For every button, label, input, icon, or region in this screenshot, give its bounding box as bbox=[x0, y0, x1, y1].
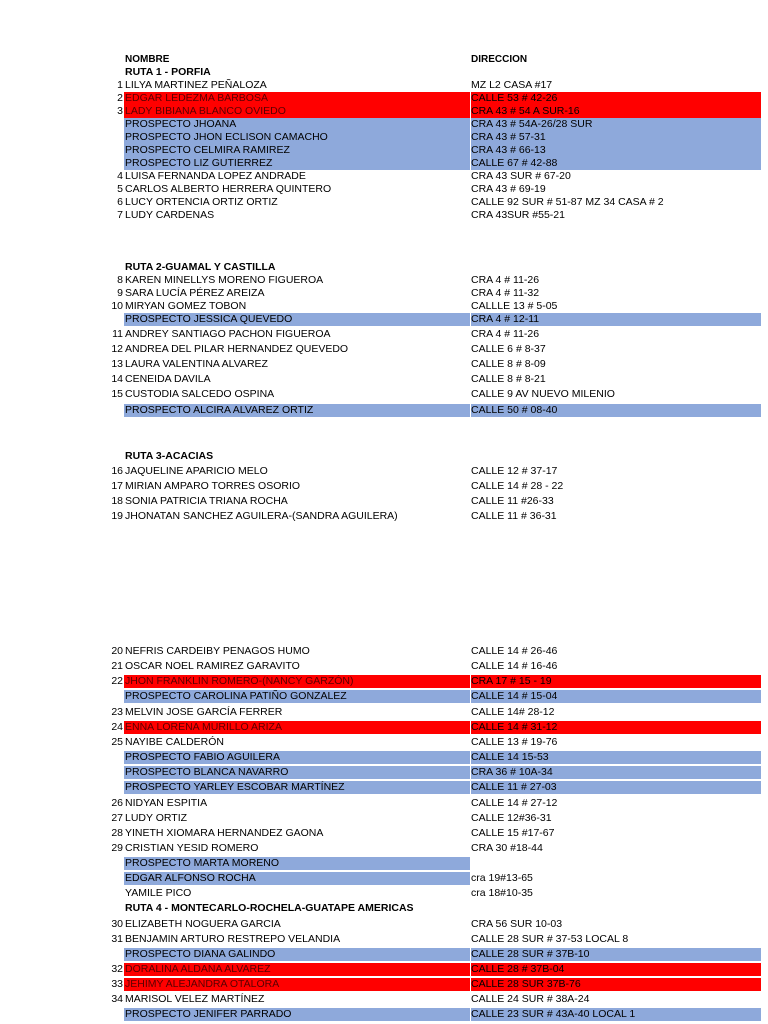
cell-direccion[interactable]: CALLE 14 # 26-46 bbox=[471, 645, 558, 657]
cell-direccion[interactable]: CALLLE 13 # 5-05 bbox=[471, 300, 558, 312]
cell-nombre[interactable]: JHONATAN SANCHEZ AGUILERA-(SANDRA AGUILERA) bbox=[125, 510, 398, 522]
table-row bbox=[0, 510, 768, 523]
cell-direccion[interactable]: CRA 36 # 10A-34 bbox=[471, 766, 761, 779]
table-row bbox=[0, 751, 768, 764]
table-row bbox=[0, 157, 768, 170]
row-number: 18 bbox=[111, 495, 123, 507]
cell-direccion[interactable]: CALLE 14 # 28 - 22 bbox=[471, 480, 564, 492]
table-row bbox=[0, 170, 768, 183]
cell-nombre[interactable]: PROSPECTO MARTA MORENO bbox=[124, 857, 470, 870]
cell-nombre[interactable]: LILYA MARTINEZ PEÑALOZA bbox=[125, 79, 267, 91]
cell-nombre[interactable]: LUDY CARDENAS bbox=[125, 209, 215, 221]
cell-nombre[interactable]: PROSPECTO ALCIRA ALVAREZ ORTIZ bbox=[124, 404, 470, 417]
cell-direccion[interactable]: CRA 43 # 66-13 bbox=[471, 144, 761, 157]
section-title: RUTA 4 - MONTECARLO-ROCHELA-GUATAPE AMERICAS bbox=[125, 902, 414, 914]
row-number: 8 bbox=[117, 274, 123, 286]
cell-direccion[interactable]: CALLE 28 SUR # 37B-10 bbox=[471, 948, 761, 961]
table-row bbox=[0, 690, 768, 703]
table-row bbox=[0, 781, 768, 794]
cell-nombre[interactable]: LUCY ORTENCIA ORTIZ ORTIZ bbox=[125, 196, 278, 208]
cell-nombre[interactable]: LUISA FERNANDA LOPEZ ANDRADE bbox=[125, 170, 306, 182]
cell-nombre[interactable]: EDGAR ALFONSO ROCHA bbox=[124, 872, 470, 885]
cell-nombre[interactable]: ANDREA DEL PILAR HERNANDEZ QUEVEDO bbox=[125, 343, 349, 355]
row-number: 19 bbox=[111, 510, 123, 522]
row-number: 31 bbox=[111, 933, 123, 945]
cell-direccion[interactable]: cra 18#10-35 bbox=[471, 887, 533, 899]
table-row bbox=[0, 706, 768, 719]
cell-direccion[interactable]: CALLE 67 # 42-88 bbox=[471, 157, 761, 170]
table-row bbox=[0, 887, 768, 900]
cell-nombre[interactable]: BENJAMIN ARTURO RESTREPO VELANDIA bbox=[125, 933, 341, 945]
cell-nombre[interactable]: JHON FRANKLIN ROMERO-(NANCY GARZÓN) bbox=[124, 675, 470, 688]
table-row bbox=[0, 465, 768, 478]
row-number: 1 bbox=[117, 79, 123, 91]
row-number: 7 bbox=[117, 209, 123, 221]
cell-nombre[interactable]: EDGAR LEDEZMA BARBOSA bbox=[124, 92, 470, 105]
cell-nombre[interactable]: PROSPECTO DIANA GALINDO bbox=[124, 948, 470, 961]
cell-direccion[interactable]: CALLE 14 15-53 bbox=[471, 751, 761, 764]
table-row bbox=[0, 872, 768, 885]
cell-nombre[interactable]: NIDYAN ESPITIA bbox=[125, 797, 208, 809]
cell-direccion[interactable]: CALLE 50 # 08-40 bbox=[471, 404, 761, 417]
row-number: 15 bbox=[111, 388, 123, 400]
table-row bbox=[0, 978, 768, 991]
cell-nombre[interactable]: SONIA PATRICIA TRIANA ROCHA bbox=[125, 495, 288, 507]
cell-nombre[interactable]: CUSTODIA SALCEDO OSPINA bbox=[125, 388, 275, 400]
cell-direccion[interactable]: CALLE 14# 28-12 bbox=[471, 706, 555, 718]
route-section-title bbox=[0, 902, 768, 915]
section-title: RUTA 2-GUAMAL Y CASTILLA bbox=[125, 261, 276, 273]
row-number: 23 bbox=[111, 706, 123, 718]
table-row bbox=[0, 721, 768, 734]
row-number: 17 bbox=[111, 480, 123, 492]
header-direccion: DIRECCION bbox=[471, 54, 528, 65]
table-row bbox=[0, 300, 768, 313]
cell-direccion[interactable]: MZ L2 CASA #17 bbox=[471, 79, 553, 91]
table-row bbox=[0, 92, 768, 105]
table-row bbox=[0, 404, 768, 417]
table-row bbox=[0, 918, 768, 931]
table-row bbox=[0, 343, 768, 356]
cell-nombre[interactable]: MELVIN JOSE GARCÍA FERRER bbox=[125, 706, 283, 718]
table-row bbox=[0, 328, 768, 341]
cell-direccion[interactable]: CALLE 24 SUR # 38A-24 bbox=[471, 993, 590, 1005]
cell-direccion[interactable]: CALLE 13 # 19-76 bbox=[471, 736, 558, 748]
cell-direccion[interactable]: CALLE 53 # 42-26 bbox=[471, 92, 761, 105]
row-number: 13 bbox=[111, 358, 123, 370]
cell-direccion[interactable]: cra 19#13-65 bbox=[471, 872, 533, 884]
cell-direccion[interactable]: CALLE 11 # 36-31 bbox=[471, 510, 557, 522]
cell-nombre[interactable]: LUDY ORTIZ bbox=[125, 812, 188, 824]
cell-direccion[interactable]: CALLE 6 # 8-37 bbox=[471, 343, 546, 355]
route-section-title bbox=[0, 261, 768, 274]
table-row bbox=[0, 274, 768, 287]
table-row bbox=[0, 812, 768, 825]
table-row bbox=[0, 144, 768, 157]
table-row bbox=[0, 993, 768, 1006]
row-number: 2 bbox=[117, 92, 123, 104]
row-number: 33 bbox=[111, 978, 123, 990]
cell-nombre[interactable]: NEFRIS CARDEIBY PENAGOS HUMO bbox=[125, 645, 310, 657]
table-row bbox=[0, 827, 768, 840]
cell-direccion[interactable]: CRA 43 # 54 A SUR-16 bbox=[471, 105, 761, 118]
row-number: 14 bbox=[111, 373, 123, 385]
cell-nombre[interactable]: MARISOL VELEZ MARTÍNEZ bbox=[125, 993, 265, 1005]
cell-direccion[interactable]: CALLE 23 SUR # 43A-40 LOCAL 1 bbox=[471, 1008, 761, 1021]
cell-nombre[interactable]: PROSPECTO CAROLINA PATIÑO GONZALEZ bbox=[124, 690, 470, 703]
row-number: 10 bbox=[111, 300, 123, 312]
table-row bbox=[0, 105, 768, 118]
row-number: 27 bbox=[111, 812, 123, 824]
table-row bbox=[0, 287, 768, 300]
row-number: 20 bbox=[111, 645, 123, 657]
cell-direccion[interactable]: CALLE 28 SUR 37B-76 bbox=[471, 978, 761, 991]
cell-direccion[interactable]: CALLE 8 # 8-21 bbox=[471, 373, 546, 385]
cell-direccion[interactable]: CALLE 28 SUR # 37-53 LOCAL 8 bbox=[471, 933, 629, 945]
cell-direccion[interactable]: CRA 4 # 11-26 bbox=[471, 274, 540, 286]
row-number: 5 bbox=[117, 183, 123, 195]
table-row bbox=[0, 79, 768, 92]
cell-nombre[interactable]: PROSPECTO CELMIRA RAMIREZ bbox=[124, 144, 470, 157]
table-row bbox=[0, 675, 768, 688]
cell-nombre[interactable]: PROSPECTO JESSICA QUEVEDO bbox=[124, 313, 470, 326]
cell-direccion[interactable]: CRA 43 # 57-31 bbox=[471, 131, 761, 144]
row-number: 28 bbox=[111, 827, 123, 839]
row-number: 21 bbox=[111, 660, 123, 672]
cell-direccion[interactable]: CALLE 11 # 27-03 bbox=[471, 781, 761, 794]
row-number: 24 bbox=[111, 721, 123, 733]
row-number: 30 bbox=[111, 918, 123, 930]
row-number: 29 bbox=[111, 842, 123, 854]
cell-nombre[interactable]: PROSPECTO YARLEY ESCOBAR MARTÍNEZ bbox=[124, 781, 470, 794]
cell-direccion[interactable]: CRA 43 SUR # 67-20 bbox=[471, 170, 571, 182]
cell-direccion[interactable]: CALLE 12 # 37-17 bbox=[471, 465, 558, 477]
cell-direccion[interactable]: CALLE 28 # 37B-04 bbox=[471, 963, 761, 976]
table-row bbox=[0, 736, 768, 749]
table-row bbox=[0, 933, 768, 946]
cell-nombre[interactable]: YAMILE PICO bbox=[125, 887, 192, 899]
table-row bbox=[0, 358, 768, 371]
cell-direccion[interactable]: CALLE 8 # 8-09 bbox=[471, 358, 546, 370]
cell-direccion[interactable]: CALLE 9 AV NUEVO MILENIO bbox=[471, 388, 615, 400]
table-row bbox=[0, 388, 768, 401]
cell-nombre[interactable]: MIRIAN AMPARO TORRES OSORIO bbox=[125, 480, 301, 492]
table-row bbox=[0, 313, 768, 326]
section-title: RUTA 1 - PORFIA bbox=[125, 66, 211, 78]
cell-direccion[interactable]: CALLE 15 #17-67 bbox=[471, 827, 555, 839]
cell-direccion[interactable]: CALLE 14 # 31-12 bbox=[471, 721, 761, 734]
table-row bbox=[0, 480, 768, 493]
row-number: 6 bbox=[117, 196, 123, 208]
cell-nombre[interactable]: OSCAR NOEL RAMIREZ GARAVITO bbox=[125, 660, 300, 672]
table-row bbox=[0, 842, 768, 855]
cell-nombre[interactable]: LADY BIBIANA BLANCO OVIEDO bbox=[124, 105, 470, 118]
row-number: 9 bbox=[117, 287, 123, 299]
cell-nombre[interactable]: JAQUELINE APARICIO MELO bbox=[125, 465, 268, 477]
cell-nombre[interactable]: CRISTIAN YESID ROMERO bbox=[125, 842, 259, 854]
section-title: RUTA 3-ACACIAS bbox=[125, 450, 214, 462]
column-header-row bbox=[0, 53, 768, 66]
table-row bbox=[0, 766, 768, 779]
row-number: 4 bbox=[117, 170, 123, 182]
cell-nombre[interactable]: LAURA VALENTINA ALVAREZ bbox=[125, 358, 268, 370]
cell-direccion[interactable]: CALLE 14 # 27-12 bbox=[471, 797, 558, 809]
table-row bbox=[0, 660, 768, 673]
table-row bbox=[0, 131, 768, 144]
route-section-title bbox=[0, 450, 768, 463]
table-row bbox=[0, 645, 768, 658]
cell-direccion[interactable]: CALLE 14 # 16-46 bbox=[471, 660, 558, 672]
row-number: 11 bbox=[112, 328, 123, 340]
cell-direccion[interactable]: CALLE 12#36-31 bbox=[471, 812, 552, 824]
cell-direccion[interactable]: CRA 56 SUR 10-03 bbox=[471, 918, 563, 930]
table-row bbox=[0, 495, 768, 508]
cell-direccion[interactable]: CALLE 92 SUR # 51-87 MZ 34 CASA # 2 bbox=[471, 196, 664, 208]
table-row bbox=[0, 857, 768, 870]
cell-nombre[interactable]: NAYIBE CALDERÓN bbox=[125, 736, 224, 748]
row-number: 34 bbox=[111, 993, 123, 1005]
row-number: 16 bbox=[111, 465, 123, 477]
cell-direccion[interactable]: CRA 43 # 54A-26/28 SUR bbox=[471, 118, 761, 131]
cell-direccion[interactable]: CRA 43SUR #55-21 bbox=[471, 209, 565, 221]
header-nombre: NOMBRE bbox=[125, 54, 170, 65]
row-number: 25 bbox=[111, 736, 123, 748]
cell-nombre[interactable]: PROSPECTO JENIFER PARRADO bbox=[124, 1008, 470, 1021]
cell-nombre[interactable]: PROSPECTO FABIO AGUILERA bbox=[124, 751, 470, 764]
row-number: 12 bbox=[111, 343, 123, 355]
table-row bbox=[0, 1008, 768, 1021]
table-row bbox=[0, 963, 768, 976]
route-section-title bbox=[0, 66, 768, 79]
cell-nombre[interactable]: CENEIDA DAVILA bbox=[125, 373, 211, 385]
row-number: 3 bbox=[117, 105, 123, 117]
cell-direccion[interactable]: CRA 17 # 15 - 19 bbox=[471, 675, 761, 688]
cell-nombre[interactable]: MIRYAN GOMEZ TOBON bbox=[125, 300, 247, 312]
cell-nombre[interactable]: KAREN MINELLYS MORENO FIGUEROA bbox=[125, 274, 324, 286]
cell-nombre[interactable]: DORALINA ALDANA ALVAREZ bbox=[124, 963, 470, 976]
cell-nombre[interactable]: PROSPECTO JHOANA bbox=[124, 118, 470, 131]
cell-direccion[interactable]: CALLE 11 #26-33 bbox=[471, 495, 554, 507]
cell-direccion[interactable]: CRA 30 #18-44 bbox=[471, 842, 543, 854]
cell-direccion[interactable]: CRA 4 # 11-26 bbox=[471, 328, 540, 340]
cell-nombre[interactable]: YINETH XIOMARA HERNANDEZ GAONA bbox=[125, 827, 324, 839]
table-row bbox=[0, 196, 768, 209]
table-row bbox=[0, 948, 768, 961]
cell-direccion[interactable]: CRA 4 # 11-32 bbox=[471, 287, 540, 299]
row-number: 22 bbox=[111, 675, 123, 687]
cell-nombre[interactable]: ENNA LORENA MURILLO ARIZA bbox=[124, 721, 470, 734]
cell-nombre[interactable]: PROSPECTO LIZ GUTIERREZ bbox=[124, 157, 470, 170]
table-row bbox=[0, 797, 768, 810]
cell-direccion[interactable]: CRA 43 # 69-19 bbox=[471, 183, 546, 195]
cell-nombre[interactable]: PROSPECTO JHON ECLISON CAMACHO bbox=[124, 131, 470, 144]
cell-nombre[interactable]: ANDREY SANTIAGO PACHON FIGUEROA bbox=[125, 328, 331, 340]
cell-nombre[interactable]: SARA LUCÍA PÉREZ AREIZA bbox=[125, 287, 265, 299]
cell-nombre[interactable]: ELIZABETH NOGUERA GARCIA bbox=[125, 918, 281, 930]
cell-nombre[interactable]: CARLOS ALBERTO HERRERA QUINTERO bbox=[125, 183, 332, 195]
table-row bbox=[0, 209, 768, 222]
row-number: 32 bbox=[111, 963, 123, 975]
row-number: 26 bbox=[111, 797, 123, 809]
cell-nombre[interactable]: PROSPECTO BLANCA NAVARRO bbox=[124, 766, 470, 779]
table-row bbox=[0, 373, 768, 386]
table-row bbox=[0, 183, 768, 196]
table-row bbox=[0, 118, 768, 131]
cell-direccion[interactable]: CALLE 14 # 15-04 bbox=[471, 690, 761, 703]
cell-direccion[interactable]: CRA 4 # 12-11 bbox=[471, 313, 761, 326]
cell-nombre[interactable]: JEHIMY ALEJANDRA OTALORA bbox=[124, 978, 470, 991]
